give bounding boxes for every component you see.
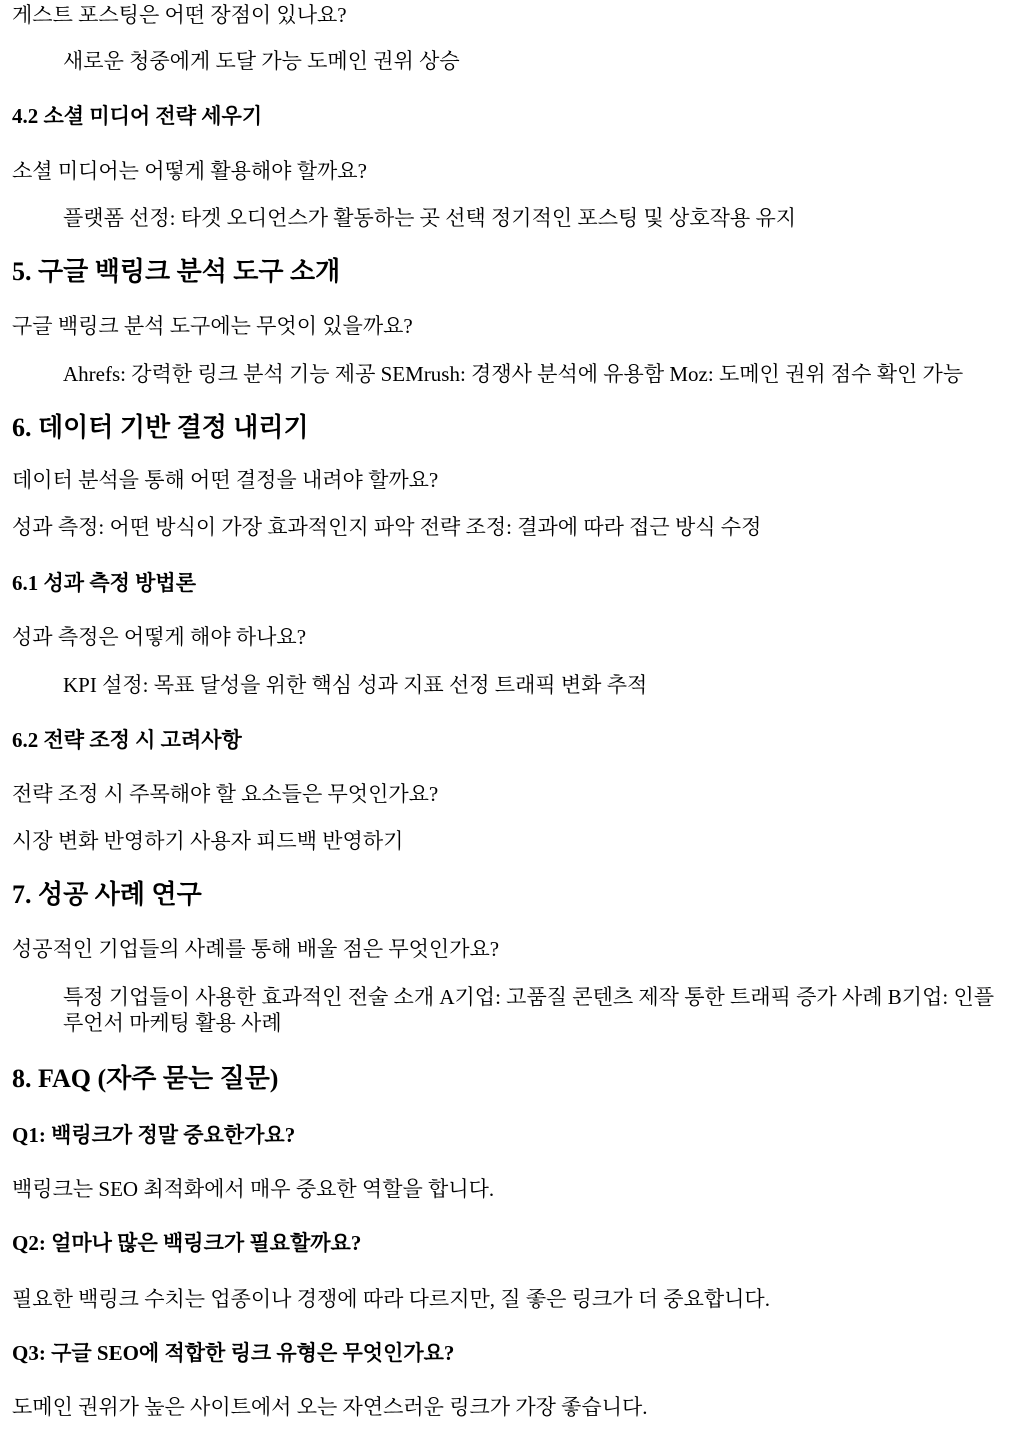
social-media-answer: 플랫폼 선정: 타겟 오디언스가 활동하는 곳 선택 정기적인 포스팅 및 상호작용 유지 xyxy=(63,206,797,230)
section-heading-6: 6. 데이터 기반 결정 내리기 xyxy=(12,413,309,442)
guest-posting-question: 게스트 포스팅은 어떤 장점이 있나요? xyxy=(12,3,347,27)
section-heading-8: 8. FAQ (자주 묻는 질문) xyxy=(12,1064,279,1093)
faq-a2: 필요한 백링크 수치는 업종이나 경쟁에 따라 다르지만, 질 좋은 링크가 더 중요합니다. xyxy=(12,1287,770,1311)
faq-a1: 백링크는 SEO 최적화에서 매우 중요한 역할을 합니다. xyxy=(12,1177,495,1201)
measurement-answer: KPI 설정: 목표 달성을 위한 핵심 성과 지표 선정 트래픽 변화 추적 xyxy=(63,673,648,697)
tools-answer: Ahrefs: 강력한 링크 분석 기능 제공 SEMrush: 경쟁사 분석에 유용함 Moz: 도메인 권위 점수 확인 가능 xyxy=(63,362,964,386)
social-media-question: 소셜 미디어는 어떻게 활용해야 할까요? xyxy=(12,159,367,183)
data-decision-answer: 성과 측정: 어떤 방식이 가장 효과적인지 파악 전략 조정: 결과에 따라 접근 방식 수정 xyxy=(12,515,762,539)
measurement-question: 성과 측정은 어떻게 해야 하나요? xyxy=(12,625,307,649)
section-heading-7: 7. 성공 사례 연구 xyxy=(12,880,202,909)
section-heading-6-2: 6.2 전략 조정 시 고려사항 xyxy=(12,728,242,752)
strategy-answer: 시장 변화 반영하기 사용자 피드백 반영하기 xyxy=(12,829,404,853)
section-heading-5: 5. 구글 백링크 분석 도구 소개 xyxy=(12,257,341,286)
case-study-question: 성공적인 기업들의 사례를 통해 배울 점은 무엇인가요? xyxy=(12,937,500,961)
faq-q1: Q1: 백링크가 정말 중요한가요? xyxy=(12,1123,296,1147)
case-study-answer: 특정 기업들이 사용한 효과적인 전술 소개 A기업: 고품질 콘텐츠 제작 통한 트래픽 증가 사례 B기업: 인플루언서 마케팅 활용 사례 xyxy=(63,985,995,1035)
section-heading-6-1: 6.1 성과 측정 방법론 xyxy=(12,571,197,595)
strategy-question: 전략 조정 시 주목해야 할 요소들은 무엇인가요? xyxy=(12,782,439,806)
data-decision-question: 데이터 분석을 통해 어떤 결정을 내려야 할까요? xyxy=(12,468,439,492)
faq-q3: Q3: 구글 SEO에 적합한 링크 유형은 무엇인가요? xyxy=(12,1341,455,1365)
tools-question: 구글 백링크 분석 도구에는 무엇이 있을까요? xyxy=(12,314,413,338)
section-heading-4-2: 4.2 소셜 미디어 전략 세우기 xyxy=(12,104,263,128)
guest-posting-benefits: 새로운 청중에게 도달 가능 도메인 권위 상승 xyxy=(63,49,460,73)
faq-q2: Q2: 얼마나 많은 백링크가 필요할까요? xyxy=(12,1231,362,1255)
faq-a3: 도메인 권위가 높은 사이트에서 오는 자연스러운 링크가 가장 좋습니다. xyxy=(12,1395,648,1419)
